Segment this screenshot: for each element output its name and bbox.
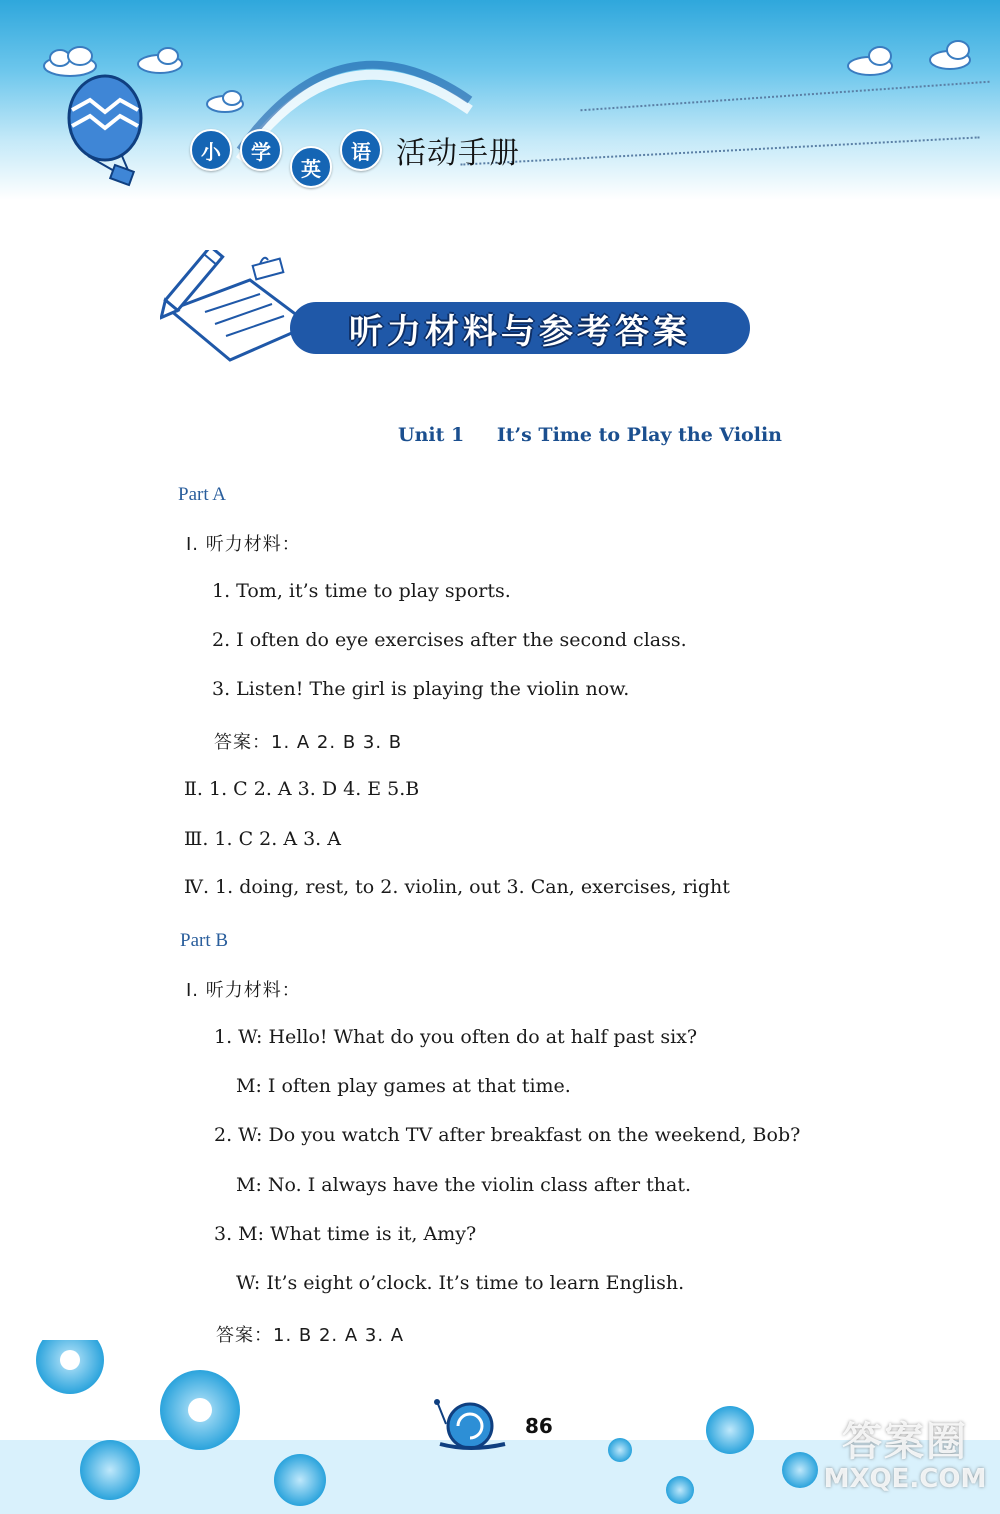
hot-air-balloon-icon bbox=[69, 76, 141, 185]
part-b-section1-label: Ⅰ. 听力材料： bbox=[186, 980, 301, 1001]
book-title-char: 学 bbox=[240, 129, 282, 171]
banner-title: 听力材料与参考答案 bbox=[349, 311, 691, 352]
book-title-rest: 活动手册 bbox=[396, 136, 520, 171]
part-b-label: Part B bbox=[180, 930, 229, 951]
answer-line: 答案：1. A 2. B 3. B bbox=[214, 732, 403, 753]
dialogue-line: M: I often play games at that time. bbox=[236, 1075, 571, 1097]
watermark-line2: MXQE.COM bbox=[823, 1464, 987, 1494]
dialogue-line: 2. W: Do you watch TV after breakfast on the weekend, Bob? bbox=[214, 1124, 801, 1146]
listening-item: 3. Listen! The girl is playing the violin now. bbox=[212, 678, 630, 700]
part-a-label: Part A bbox=[178, 484, 227, 505]
dialogue-line: 3. M: What time is it, Amy? bbox=[214, 1223, 477, 1245]
book-title-char: 语 bbox=[340, 129, 382, 171]
unit-title bbox=[398, 424, 782, 446]
dialogue-line: 1. W: Hello! What do you often do at half past six? bbox=[214, 1026, 698, 1048]
cloud-icon bbox=[44, 41, 970, 112]
banner-bar bbox=[290, 302, 750, 354]
section4-answers: Ⅳ. 1. doing, rest, to 2. violin, out 3. Can, exercises, right bbox=[184, 876, 730, 898]
watermark bbox=[820, 1420, 990, 1494]
watermark-line1: 答案圈 bbox=[842, 1419, 968, 1465]
section2-answers: Ⅱ. 1. C 2. A 3. D 4. E 5.B bbox=[184, 778, 420, 800]
unit-name: It’s Time to Play the Violin bbox=[496, 424, 782, 446]
listening-item: 2. I often do eye exercises after the second class. bbox=[212, 629, 687, 651]
book-title-char: 英 bbox=[290, 146, 332, 188]
answer-line: 答案：1. B 2. A 3. A bbox=[216, 1325, 405, 1346]
book-title bbox=[190, 112, 520, 188]
page-number: 86 bbox=[525, 1414, 553, 1438]
dialogue-line: W: It’s eight o’clock. It’s time to learn English. bbox=[236, 1272, 685, 1294]
part-a-section1-label: Ⅰ. 听力材料： bbox=[186, 534, 301, 555]
listening-item: 1. Tom, it’s time to play sports. bbox=[212, 580, 511, 602]
book-title-char: 小 bbox=[190, 129, 232, 171]
dialogue-line: M: No. I always have the violin class after that. bbox=[236, 1174, 692, 1196]
section-banner bbox=[160, 250, 760, 370]
section3-answers: Ⅲ. 1. C 2. A 3. A bbox=[184, 828, 341, 850]
unit-number: Unit 1 bbox=[398, 424, 465, 446]
